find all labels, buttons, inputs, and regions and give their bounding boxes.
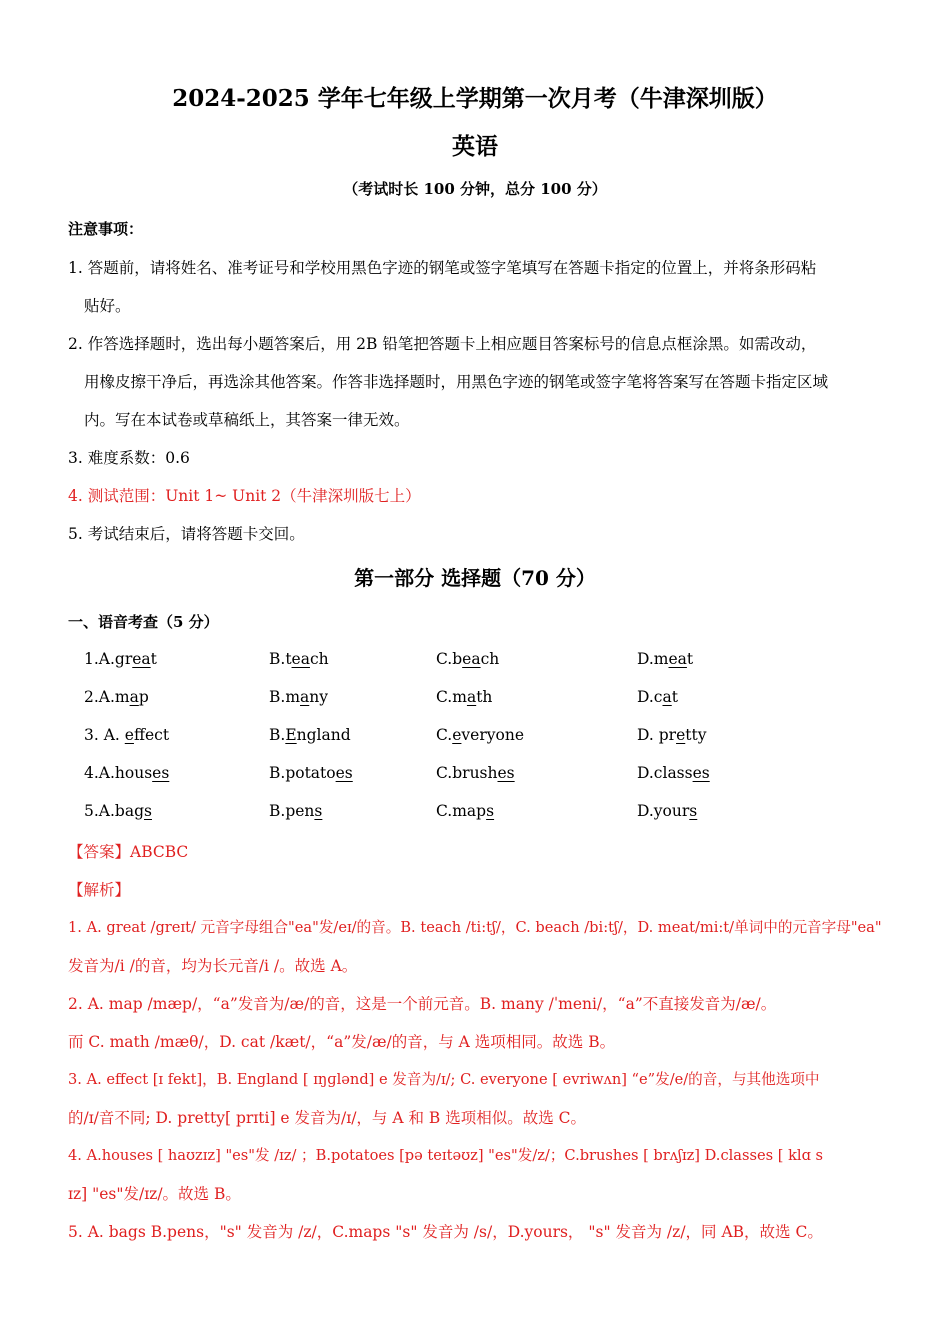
- option-a: 1.A.great: [84, 650, 157, 668]
- option-b: B.potatoes: [269, 764, 353, 782]
- part-title: 第一部分 选择题（70 分）: [354, 566, 596, 590]
- option-b: B.many: [269, 688, 329, 706]
- exam-title: 2024-2025 学年七年级上学期第一次月考（牛津深圳版）: [172, 85, 778, 112]
- option-c: C.beach: [436, 650, 500, 668]
- option-b: B.pens: [269, 802, 323, 820]
- note-item-2-cont: 用橡皮擦干净后，再选涂其他答案。作答非选择题时，用黑色字迹的钢笔或签字笔将答案写在答题卡指定区域: [84, 373, 829, 391]
- note-item-1: 1. 答题前，请将姓名、准考证号和学校用黑色字迹的钢笔或签字笔填写在答题卡指定的位置上，并将条形码粘: [68, 259, 817, 277]
- analysis-line-7: 4. A.houses [ haʊzɪz] "es"发 /ɪz/ ；B.potatoes [pə teɪtəʊz] "es"发/z/；C.brushes [ brʌʃɪz] D.classes [ klɑ s: [68, 1147, 824, 1164]
- note-item-2-cont2: 内。写在本试卷或草稿纸上，其答案一律无效。: [84, 411, 410, 429]
- option-a: 3. A. effect: [84, 726, 170, 744]
- analysis-line-9: 5. A. bags B.pens，"s" 发音为 /z/，C.maps "s" 发音为 /s/，D.yours， "s" 发音为 /z/，同 AB，故选 C。: [68, 1223, 823, 1241]
- analysis-line-2: 发音为/i /的音，均为长元音/i /。故选 A。: [68, 957, 358, 975]
- option-d: D.cat: [637, 688, 678, 706]
- analysis-line-4: 而 C. math /mæθ/，D. cat /kæt/，“a”发/æ/的音，与 A 选项相同。故选 B。: [68, 1033, 616, 1051]
- note-item-5: 5. 考试结束后，请将答题卡交回。: [68, 525, 305, 543]
- analysis-line-5: 3. A. effect [ɪ fekt]，B. England [ ɪŋɡlənd] e 发音为/ɪ/; C. everyone [ evriwʌn] “e”发/e/的音，与其他选项中: [68, 1071, 820, 1088]
- option-c: C.everyone: [436, 726, 525, 744]
- option-c: C.math: [436, 688, 493, 706]
- section-heading: 一、语音考查（5 分）: [68, 613, 219, 631]
- note-item-4: 4. 测试范围：Unit 1~ Unit 2（牛津深圳版七上）: [68, 487, 421, 505]
- option-d: D.yours: [637, 802, 698, 820]
- option-c: C.maps: [436, 802, 495, 820]
- option-a: 2.A.map: [84, 688, 149, 706]
- option-a: 5.A.bags: [84, 802, 152, 820]
- note-item-3: 3. 难度系数：0.6: [68, 449, 190, 467]
- option-d: D.meat: [637, 650, 694, 668]
- answer-line: 【答案】ABCBC: [68, 843, 189, 861]
- note-item-2: 2. 作答选择题时，选出每小题答案后，用 2B 铅笔把答题卡上相应题目答案标号的信息点框涂黑。如需改动，: [68, 335, 817, 353]
- option-b: B.England: [269, 726, 351, 744]
- option-c: C.brushes: [436, 764, 515, 782]
- analysis-line-1: 1. A. great /greɪt/ 元音字母组合"ea"发/eɪ/的音。B. teach /ti:tʃ/，C. beach /bi:tʃ/，D. meat/mi:t/单词中的元音字母"ea": [68, 919, 882, 936]
- option-b: B.teach: [269, 650, 329, 668]
- exam-info: （考试时长 100 分钟，总分 100 分）: [343, 180, 607, 198]
- analysis-line-6: 的/ɪ/音不同; D. pretty[ prɪti] e 发音为/ɪ/，与 A 和 B 选项相似。故选 C。: [68, 1109, 587, 1127]
- note-item-1-cont: 贴好。: [84, 297, 131, 315]
- option-d: D. pretty: [637, 726, 707, 744]
- option-d: D.classes: [637, 764, 710, 782]
- notes-heading: 注意事项：: [68, 220, 144, 238]
- subject-title: 英语: [452, 133, 498, 160]
- analysis-line-3: 2. A. map /mæp/，“a”发音为/æ/的音，这是一个前元音。B. many /ˈmeni/，“a”不直接发音为/æ/。: [68, 995, 777, 1013]
- analysis-label: 【解析】: [68, 881, 131, 899]
- analysis-line-8: ɪz] "es"发/ɪz/。故选 B。: [68, 1185, 241, 1203]
- option-a: 4.A.houses: [84, 764, 170, 782]
